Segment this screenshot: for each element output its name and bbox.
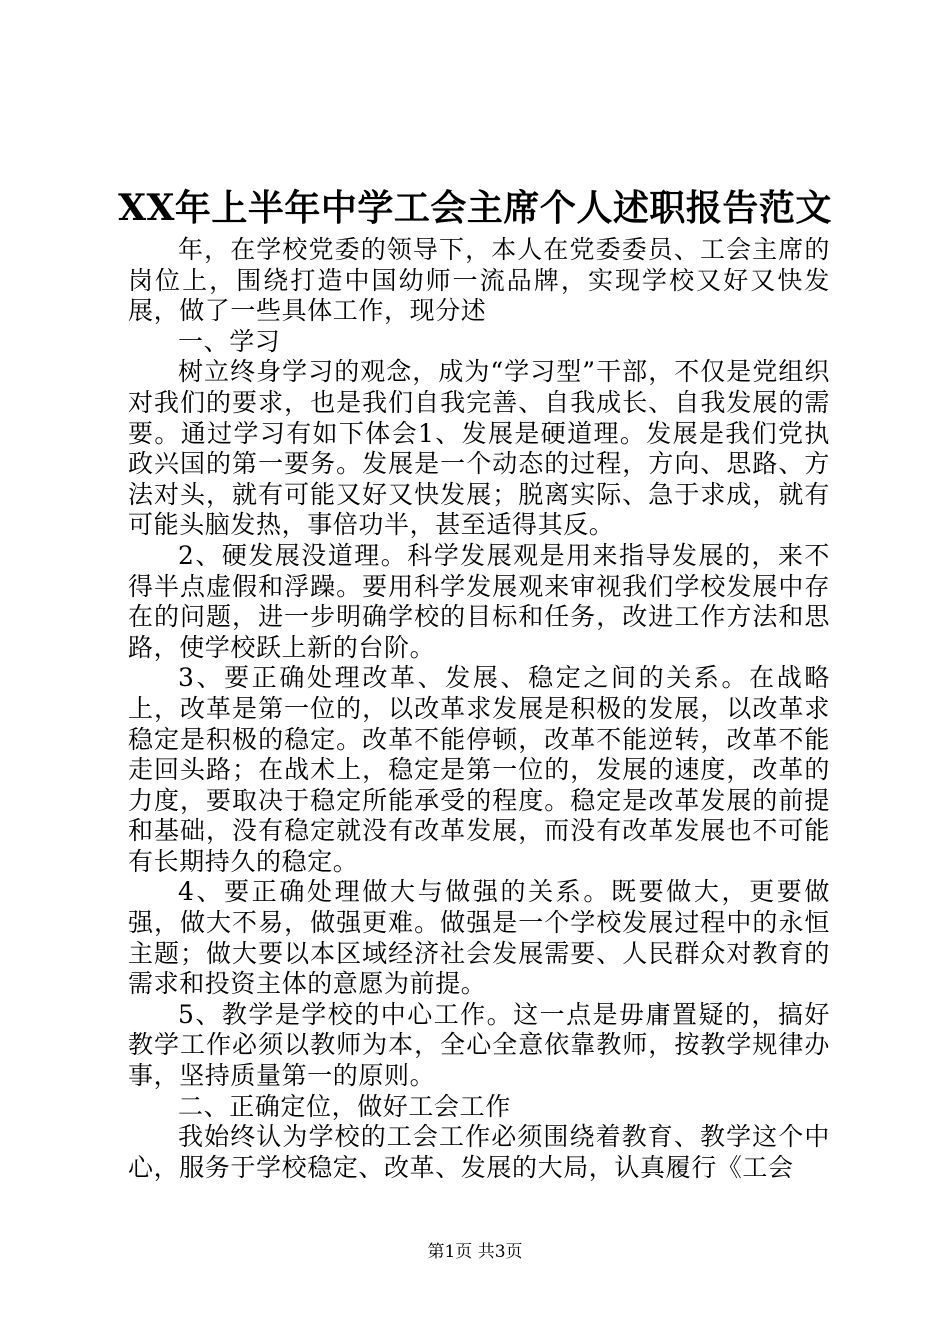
section-heading-study: 一、学习 bbox=[178, 326, 281, 356]
paragraph-study: 树立终身学习的观念，成为“学习型”干部，不仅是党组织对我们的要求，也是我们自我完善、自我成长、自我发展的需要。通过学习有如下体会1、发展是硬道理。发展是我们党执政兴国的第一要务。发展是一个动态的过程，方向、思路、方法对头，就有可能又好又快发展；脱离实际、急于求成，就有可能头脑发热，事倍功半，甚至适得其反。 bbox=[128, 357, 830, 540]
section-heading-union-work: 二、正确定位，做好工会工作 bbox=[178, 1091, 511, 1121]
paragraph-point-2: 2、硬发展没道理。科学发展观是用来指导发展的，来不得半点虚假和浮躁。要用科学发展观来审视我们学校发展中存在的问题，进一步明确学校的目标和任务，改进工作方法和思路，使学校跃上新的台阶。 bbox=[128, 540, 830, 662]
document-body bbox=[128, 235, 830, 1183]
document-title: XX年上半年中学工会主席个人述职报告范文 bbox=[118, 187, 832, 229]
paragraph-point-5: 5、教学是学校的中心工作。这一点是毋庸置疑的，搞好教学工作必须以教师为本，全心全意依靠教师，按教学规律办事，坚持质量第一的原则。 bbox=[128, 999, 830, 1091]
page-footer: 第1页 共3页 bbox=[427, 1242, 523, 1262]
paragraph-point-3: 3、要正确处理改革、发展、稳定之间的关系。在战略上，改革是第一位的，以改革求发展是积极的发展，以改革求稳定是积极的稳定。改革不能停顿，改革不能逆转，改革不能走回头路；在战术上，稳定是第一位的，发展的速度，改革的力度，要取决于稳定所能承受的程度。稳定是改革发展的前提和基础，没有稳定就没有改革发展，而没有改革发展也不可能有长期持久的稳定。 bbox=[128, 663, 830, 876]
paragraph-point-4: 4、要正确处理做大与做强的关系。既要做大，更要做强，做大不易，做强更难。做强是一个学校发展过程中的永恒主题；做大要以本区域经济社会发展需要、人民群众对教育的需求和投资主体的意愿为前提。 bbox=[128, 877, 830, 999]
paragraph-union-work: 我始终认为学校的工会工作必须围绕着教育、教学这个中心，服务于学校稳定、改革、发展的大局，认真履行《工会 bbox=[128, 1122, 830, 1182]
paragraph-intro: 年，在学校党委的领导下，本人在党委委员、工会主席的岗位上，围绕打造中国幼师一流品牌，实现学校又好又快发展，做了一些具体工作，现分述 bbox=[128, 235, 830, 326]
